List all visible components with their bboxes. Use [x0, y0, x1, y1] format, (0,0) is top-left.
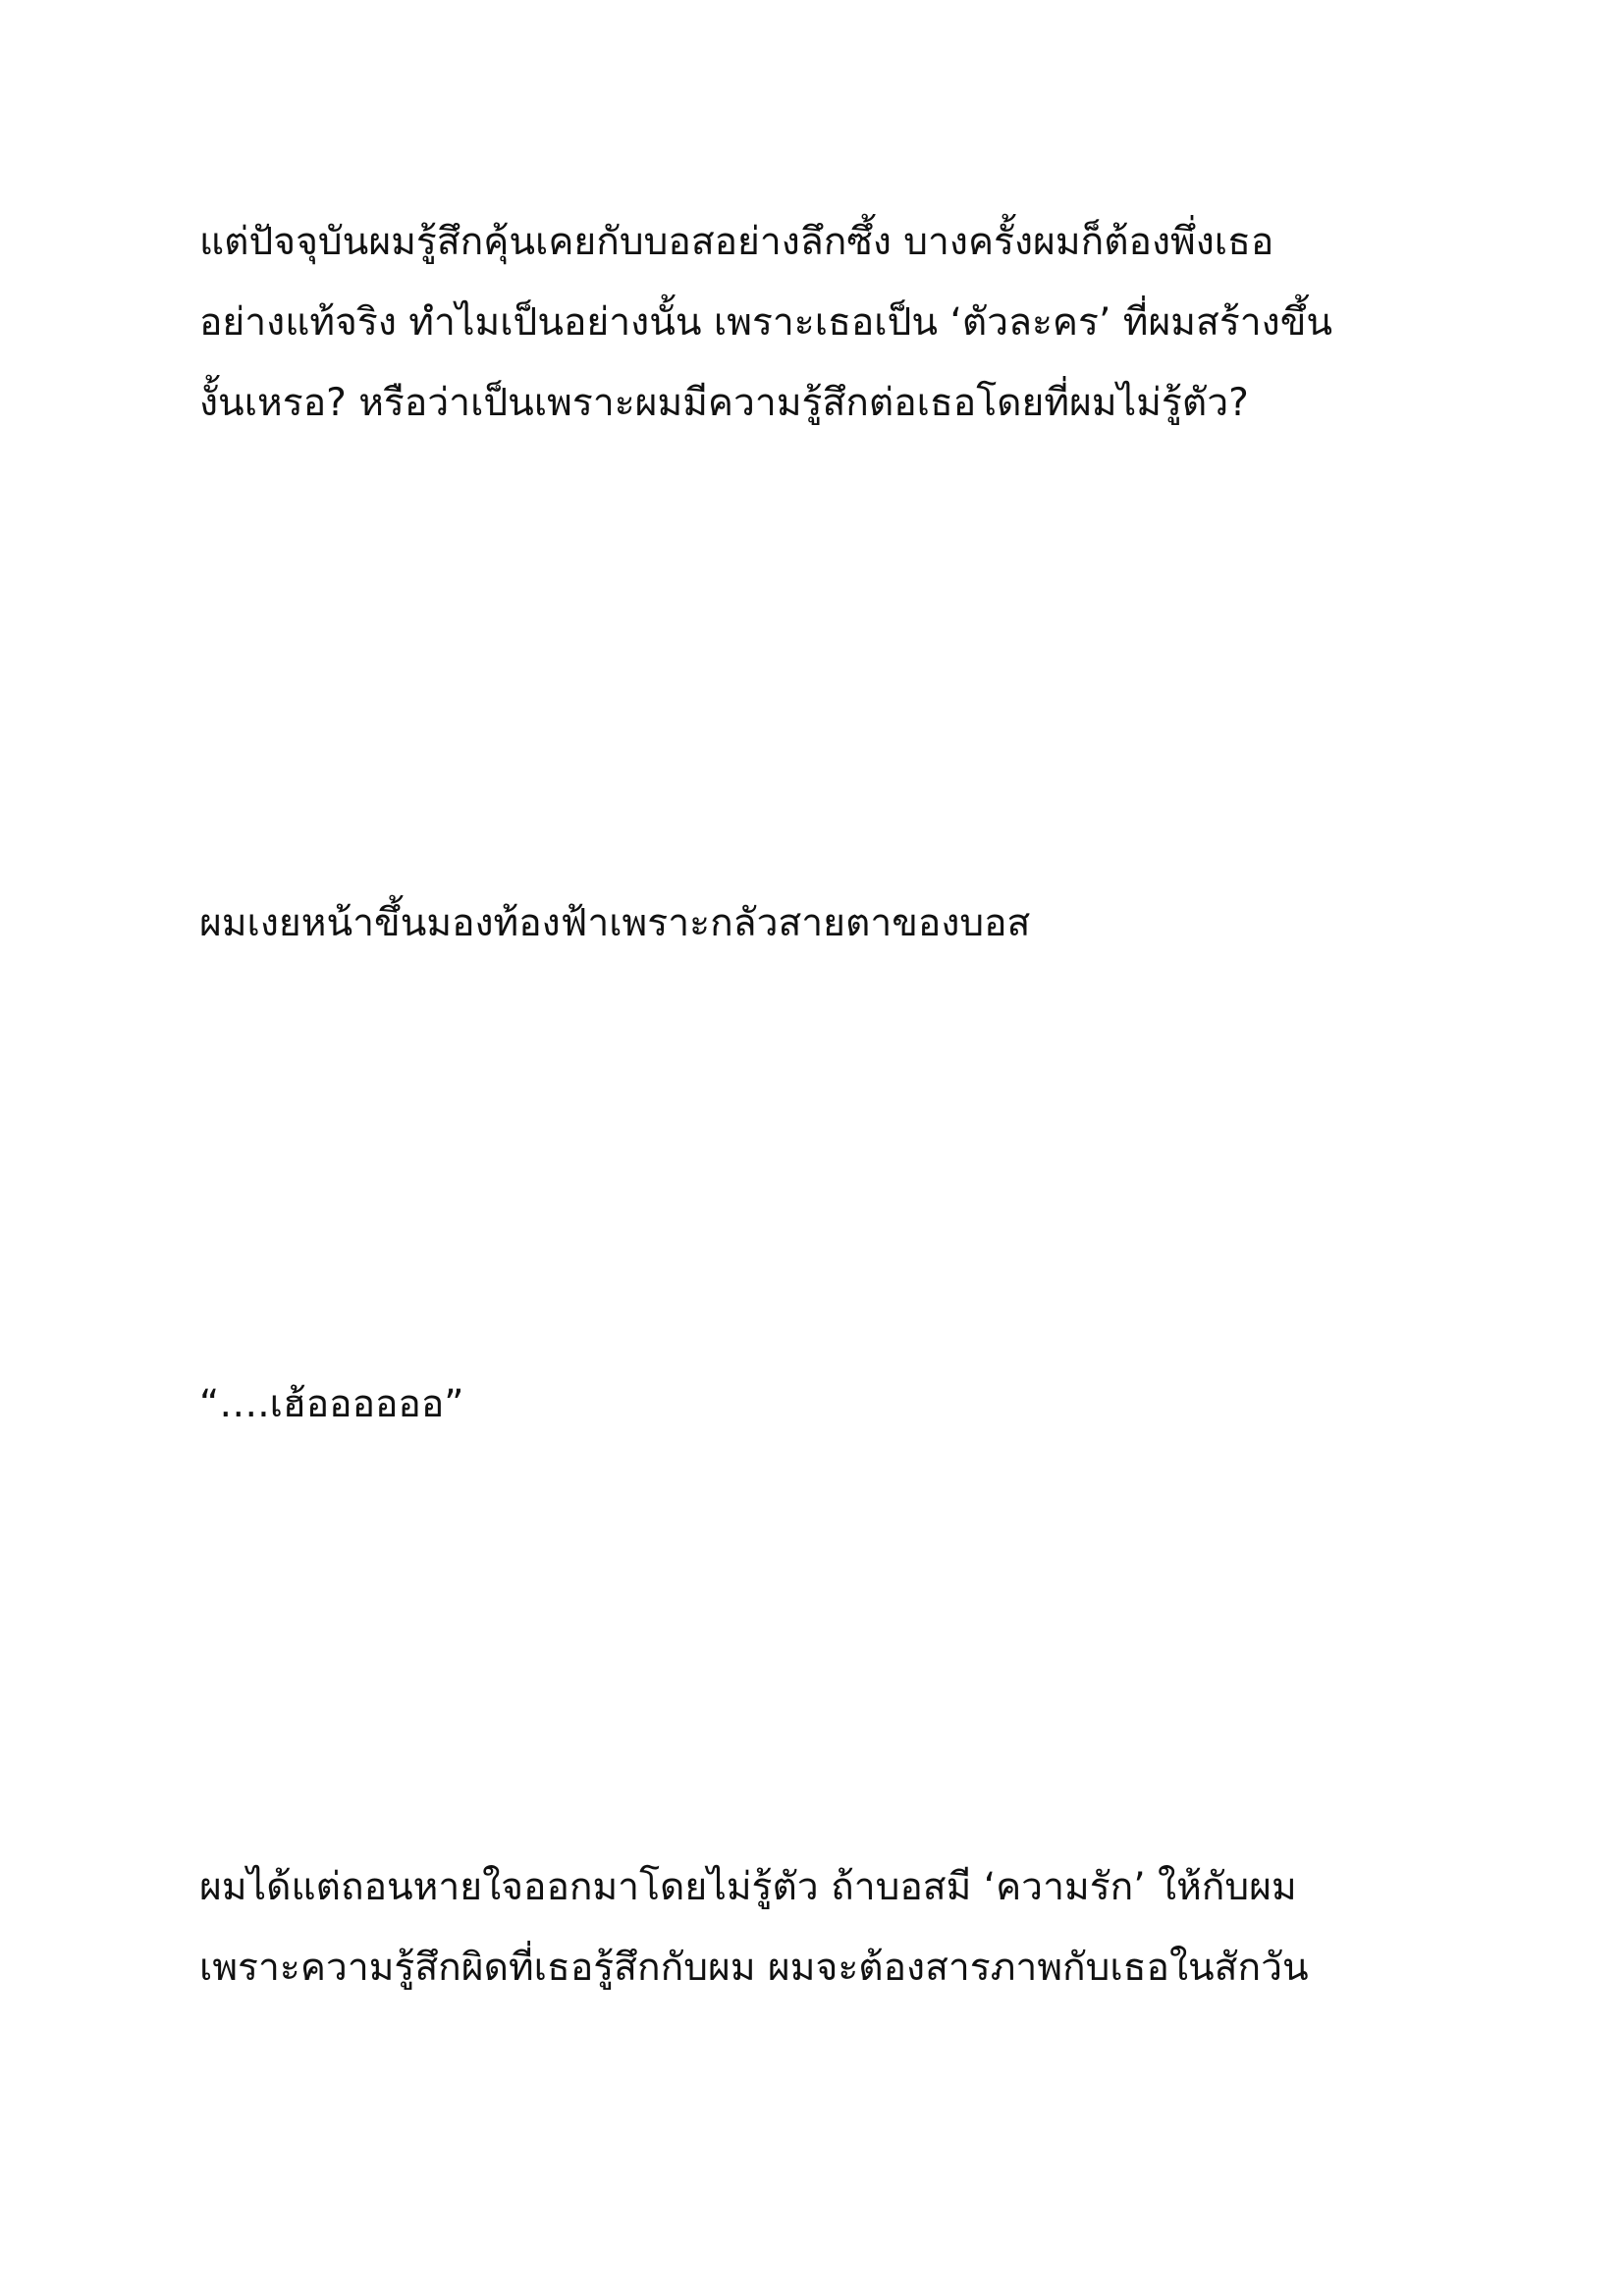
paragraph-line: งั้นเหรอ? หรือว่าเป็นเพราะผมมีความรู้สึกต่อเธอโดยที่ผมไม่รู้ตัว?: [199, 381, 1249, 425]
paragraph-line: ผมเงยหน้าขึ้นมองท้องฟ้าเพราะกลัวสายตาของบอส: [199, 901, 1031, 945]
paragraph-1: [199, 202, 1466, 444]
paragraph-line: แต่ปัจจุบันผมรู้สึกคุ้นเคยกับบอสอย่างลึกซึ้ง บางครั้งผมก็ต้องพึ่งเธอ: [199, 220, 1274, 264]
paragraph-4: [199, 1847, 1466, 2008]
paragraph-2: [199, 883, 1466, 964]
paragraph-line: “….เฮ้ออออออ”: [199, 1382, 464, 1426]
paragraph-line: ผมได้แต่ถอนหายใจออกมาโดยไม่รู้ตัว ถ้าบอสมี ‘ความรัก’ ให้กับผม: [199, 1865, 1297, 1909]
dialogue-line: [199, 1364, 1466, 1445]
paragraph-line: เพราะความรู้สึกผิดที่เธอรู้สึกกับผม ผมจะต้องสารภาพกับเธอในสักวัน: [199, 1946, 1309, 1990]
paragraph-line: อย่างแท้จริง ทำไมเป็นอย่างนั้น เพราะเธอเป็น ‘ตัวละคร’ ที่ผมสร้างขึ้น: [199, 300, 1333, 345]
